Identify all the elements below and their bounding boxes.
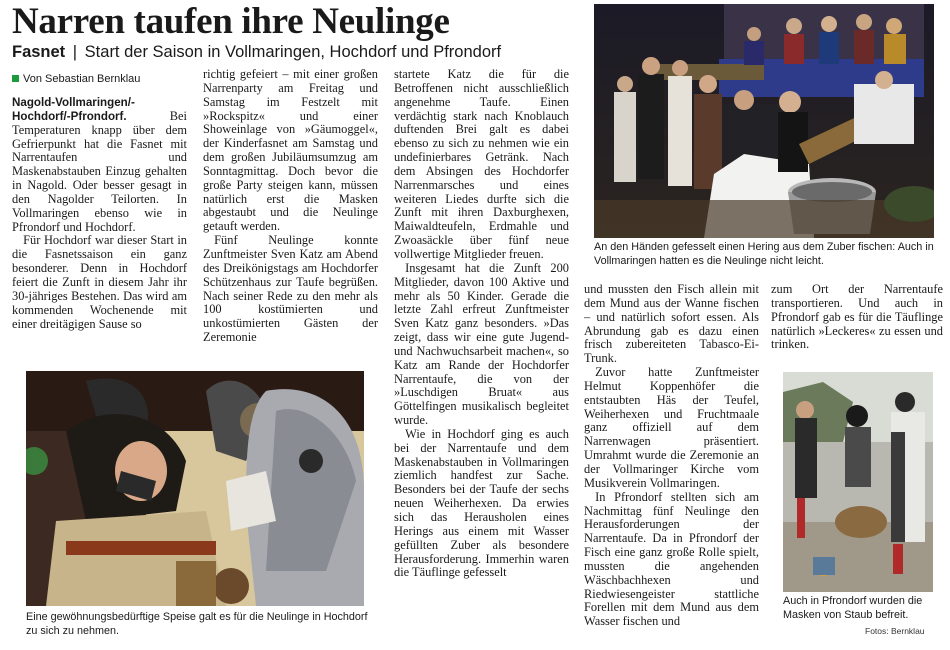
- article-column-4: [584, 283, 759, 641]
- article-paragraph: Für Hochdorf war dieser Start in die Fasnetssaison ein ganz besonderer. Denn in Hochdorf feiert die Zunft in diesem Jahr ihr 30-jähriges Bestehen. Das wird am kommenden Wochenende mit einer dreitägigen Sause so: [12, 233, 187, 331]
- paragraph-text: Bei Temperaturen knapp über dem Gefrierpunkt hat die Fasnet mit Narrentaufen und Maskenabstauben Einzug gehalten in Nagold. Oder besser gesagt in den Nagolder Teilorten. In Vollmaringen ebenso wie in Pfrondorf und Hochdorf.: [12, 108, 187, 234]
- caption-right-photo: Auch in Pfrondorf wurden die Masken von Staub befreit.: [783, 595, 923, 621]
- article-paragraph: Fünf Neulinge konnte Zunftmeister Sven Katz am Abend des Dreikönigstags am Hochdorfer Schützenhaus zur Taufe begrüßen. Nach seiner Rede zu den mehr als 100 kostümierten und unkostümierten Gästen der Zeremonie: [203, 233, 378, 345]
- subhead-kicker: Fasnet: [12, 43, 66, 61]
- caption-left-photo: Eine gewöhnungsbedürftige Speise galt es für die Neulinge in Hochdorf zu sich zu nehmen.: [26, 611, 368, 637]
- byline-text: Von Sebastian Bernklau: [23, 73, 141, 85]
- photo-hochdorf: [26, 371, 364, 606]
- article-paragraph: [12, 96, 187, 234]
- article-paragraph: startete Katz die für die Betroffenen nicht ausschließlich angenehme Taufe. Einen verdächtig stark nach Knoblauch duftenden Brei galt es dabei ebenso zu sich zu nehmen wie ein undefinierbares Getränk. Nach dem Absingen des Hochdorfer Narrenmarsches und eines weiteren Liedes durfte sich die Zunft mit ihren Daxburghexen, Maiwaldteufeln, Erdmahle und Zwoasäckle über fünf neue vollwertige Mitglieder freuen.: [394, 68, 569, 261]
- article-paragraph: Zuvor hatte Zunftmeister Helmut Koppenhöfer die entstaubten Häs der Teufel, Weiherhexen und Fruchtmaale ganz offiziell auf dem Narrenwagen präsentiert. Umrahmt wurde die Zeremonie an der Vollmaringer Kirche vom Musikverein Vollmaringen.: [584, 365, 759, 490]
- headline: Narren taufen ihre Neulinge: [12, 1, 450, 42]
- subheadline: [12, 41, 501, 63]
- dateline: Nagold-Vollmaringen/-Hochdorf/-Pfrondorf.: [12, 96, 135, 123]
- photo-credit: Fotos: Bernklau: [865, 626, 925, 636]
- caption-top-photo: An den Händen gefesselt einen Hering aus dem Zuber fischen: Auch in Vollmaringen hatten es die Neulinge nicht leicht.: [594, 241, 934, 267]
- photo-pfrondorf-image: [783, 372, 933, 592]
- photo-hochdorf-image: [26, 371, 364, 606]
- subhead-separator: |: [72, 43, 78, 61]
- article-column-3: [394, 68, 569, 642]
- article-paragraph: Insgesamt hat die Zunft 200 Mitglieder, davon 100 Aktive und mehr als 50 Kinder. Gerade die letzte Zahl erfreut Zunftmeister Sven Katz ganz besonders. »Das zeigt, dass wir eine gute Jugend- und Nachwuchsarbeit machen«, so Katz am Rande der Hochdorfer Narrentaufe, die von der »Luschdigen Bruat« aus Göttelfingen musikalisch begleitet wurde.: [394, 260, 569, 428]
- article-paragraph: richtig gefeiert – mit einer großen Narrenparty am Freitag und Samstag im Festzelt mit »Rockspitz« und einer Showeinlage von »Gäumoggel«, der Kinderfasnet am Samstag und dem großen Jubiläumsumzug am Sonntagmittag. Doch bevor die große Party steigen kann, müssen natürlich erst die Masken abgestaubt und die Neulinge getauft werden.: [203, 68, 378, 234]
- article-paragraph: In Pfrondorf stellten sich am Nachmittag fünf Neulinge den Herausforderungen der Narrentaufe. Da in Pfrondorf der Fisch eine ganz große Rolle spielt, mussten die angehenden Wäschbachhexen und Riedwiesengeister stattliche Forellen mit dem Mund aus dem Wasser fischen und: [584, 489, 759, 629]
- article-paragraph: Wie in Hochdorf ging es auch bei der Narrentaufe und dem Maskenabstauben in Vollmaringen ziemlich handfest zur Sache. Besonders bei der Taufe der sechs neuen Weiherhexen. Da erwies sich das Herausholen eines Herings aus einem mit Wasser gefüllten Zuber als besondere Herausforderung. Immerhin waren die Täuflinge gefesselt: [394, 426, 569, 580]
- article-paragraph: und mussten den Fisch allein mit dem Mund aus der Wanne fischen – und natürlich sofort essen. Als Abrundung gab es dazu einen frisch zubereiteten Tabasco-Ei-Trunk.: [584, 283, 759, 366]
- photo-vollmaringen: [594, 4, 934, 238]
- photo-vollmaringen-image: [594, 4, 934, 238]
- byline: [12, 72, 140, 86]
- byline-square-icon: [12, 75, 19, 82]
- subhead-text: Start der Saison in Vollmaringen, Hochdorf und Pfrondorf: [84, 43, 502, 61]
- article-paragraph: zum Ort der Narrentaufe transportieren. Und auch in Pfrondorf gab es für die Täuflinge natürlich »Leckeres« zu essen und trinken.: [771, 283, 943, 352]
- photo-pfrondorf: [783, 372, 933, 592]
- article-column-1: [12, 96, 187, 360]
- article-column-2: [203, 68, 378, 360]
- article-column-5: [771, 283, 943, 363]
